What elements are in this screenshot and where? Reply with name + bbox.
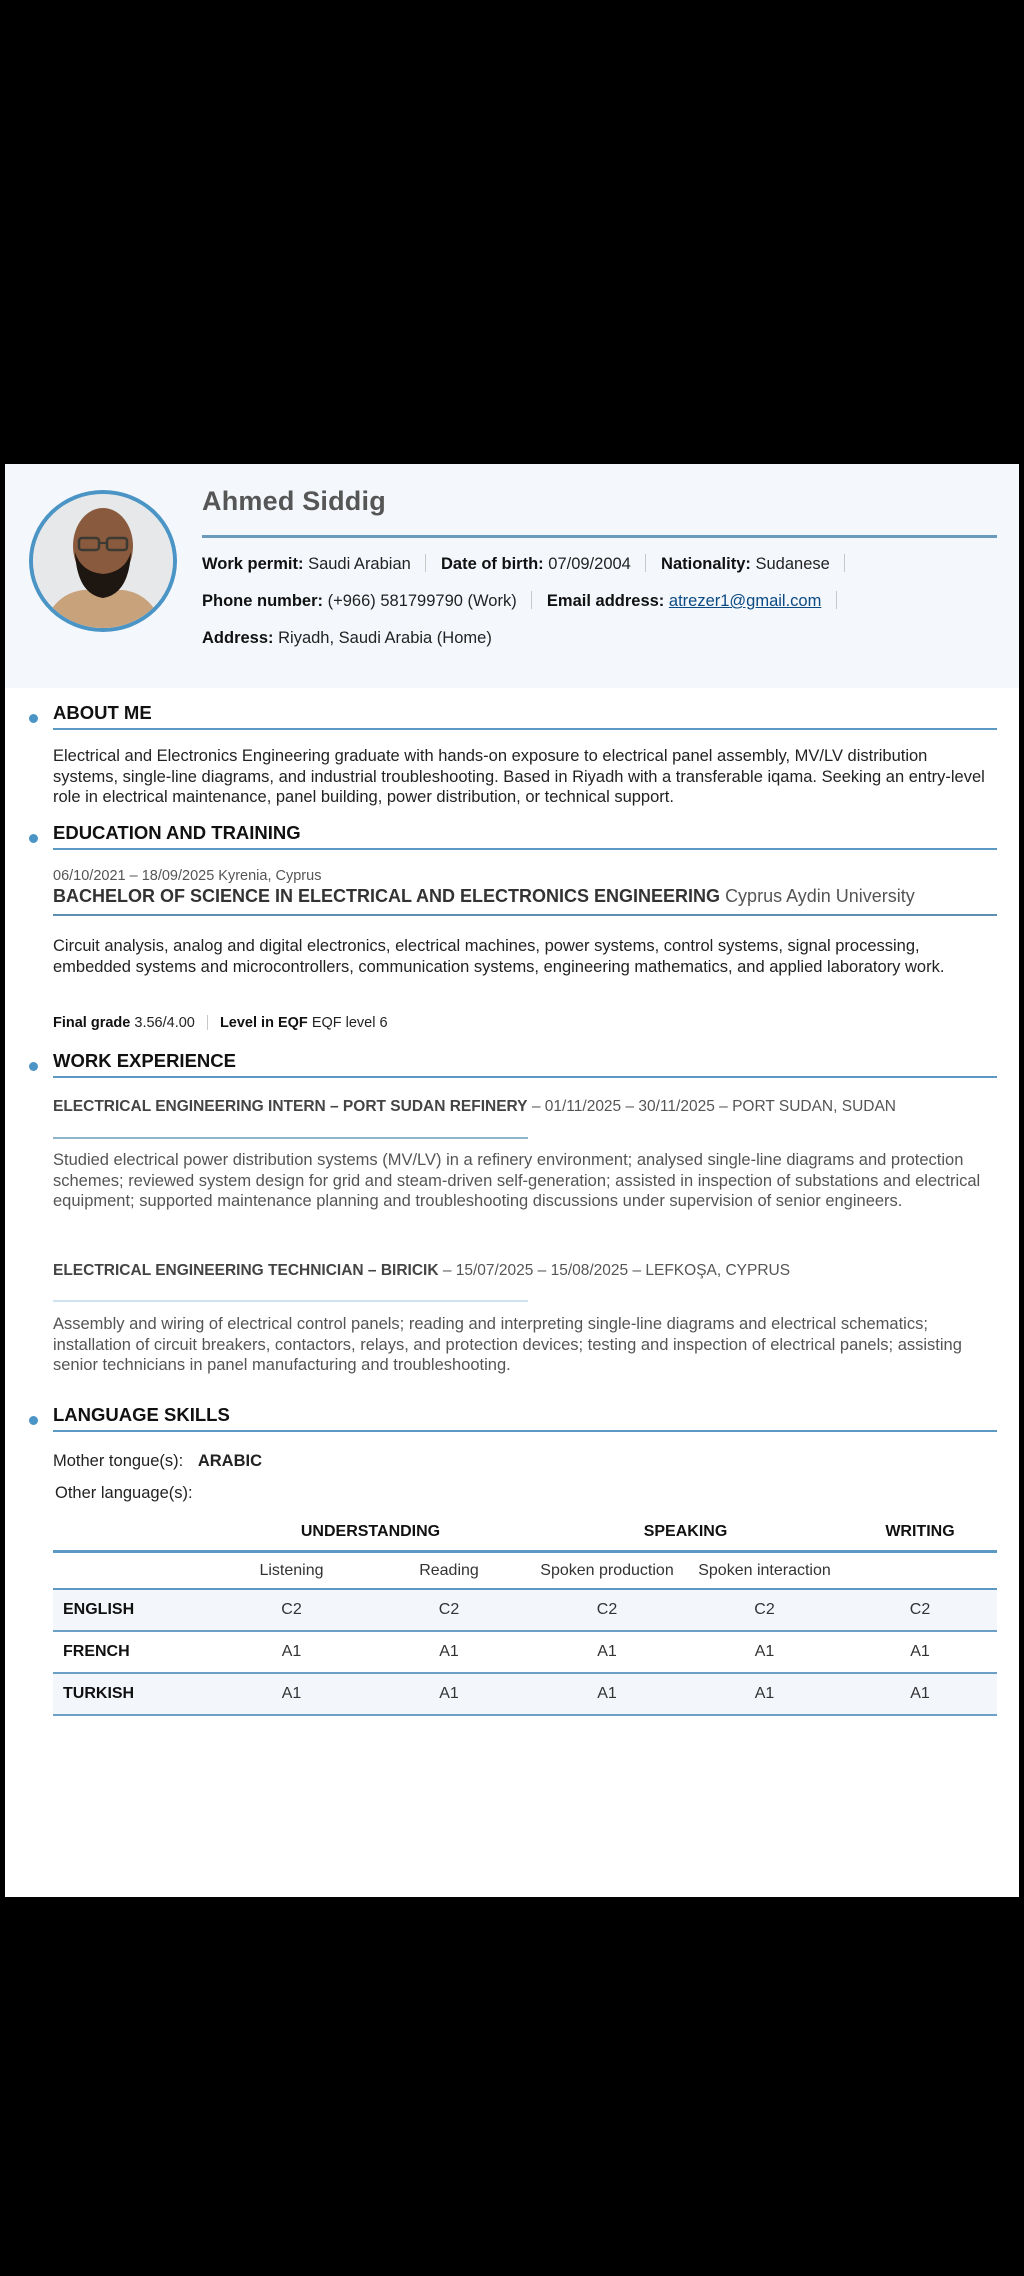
job-position: ELECTRICAL ENGINEERING TECHNICIAN – BIRICIK xyxy=(53,1262,439,1279)
separator xyxy=(207,1015,208,1030)
profile-photo xyxy=(29,490,177,632)
mother-tongue-label: Mother tongue(s): xyxy=(53,1452,184,1470)
separator xyxy=(425,554,426,572)
info-row-1 xyxy=(202,554,855,574)
dob-label: Date of birth: xyxy=(441,555,544,573)
job-description-2: Assembly and wiring of electrical control panels; reading and interpreting single-line diagrams and electrical schematics; installation of circuit breakers, contactors, relays, and protection devices; testing and inspection of electrical panels; assisting senior technicians in panel manufacturing and troubleshooting. xyxy=(53,1315,962,1374)
section-divider xyxy=(53,848,997,850)
section-divider xyxy=(53,1430,997,1432)
level-cell: A1 xyxy=(370,1673,528,1715)
email-label: Email address: xyxy=(546,592,665,610)
info-row-2 xyxy=(202,591,847,611)
job-description-1: Studied electrical power distribution systems (MV/LV) in a refinery environment; analysed single-line diagrams and protection schemes; reviewed system design for grid and steam-driven self-generation; assisted in inspection of substations and electrical equipment; supported maintenance planning and troubleshooting discussions under supervision of senior engineers. xyxy=(53,1151,981,1210)
language-name: TURKISH xyxy=(53,1673,213,1715)
language-group-header xyxy=(53,1514,997,1552)
cv-header xyxy=(5,464,1019,688)
language-subheader xyxy=(53,1552,997,1590)
info-row-3 xyxy=(202,629,492,648)
work-permit-label: Work permit: xyxy=(202,555,304,573)
job-meta: – 01/11/2025 – 30/11/2025 – PORT SUDAN, SUDAN xyxy=(527,1098,896,1115)
education-dates: 06/10/2021 – 18/09/2025 Kyrenia, Cyprus xyxy=(53,868,322,884)
language-name: FRENCH xyxy=(53,1631,213,1673)
about-text: Electrical and Electronics Engineering graduate with hands-on exposure to electrical panel assembly, MV/LV distribution systems, single-line diagrams, and industrial troubleshooting. Based in Riyadh with a transferable iqama. Seeking an entry-level role in electrical maintenance, panel building, power distribution, or technical support. xyxy=(53,747,985,806)
address-value: Riyadh, Saudi Arabia (Home) xyxy=(278,629,492,647)
address-label: Address: xyxy=(202,629,274,647)
profile-photo-image xyxy=(33,494,173,628)
level-cell: A1 xyxy=(843,1631,997,1673)
education-divider xyxy=(53,914,997,916)
level-cell: C2 xyxy=(370,1589,528,1631)
level-cell: A1 xyxy=(213,1673,370,1715)
level-cell: C2 xyxy=(213,1589,370,1631)
level-cell: A1 xyxy=(686,1631,843,1673)
subheader-spoken-interaction: Spoken interaction xyxy=(686,1552,843,1590)
section-divider xyxy=(53,728,997,730)
section-divider xyxy=(53,1076,997,1078)
empty-cell xyxy=(53,1514,213,1552)
degree-name: BACHELOR OF SCIENCE IN ELECTRICAL AND ELECTRONICS ENGINEERING xyxy=(53,886,721,906)
phone-value: (+966) 581799790 (Work) xyxy=(327,592,517,610)
level-cell: A1 xyxy=(686,1673,843,1715)
section-heading-education: EDUCATION AND TRAINING xyxy=(53,822,301,843)
section-bullet-icon xyxy=(29,714,38,723)
level-cell: A1 xyxy=(213,1631,370,1673)
section-bullet-icon xyxy=(29,1416,38,1425)
job-title-1 xyxy=(53,1098,896,1116)
language-name: ENGLISH xyxy=(53,1589,213,1631)
subheader-reading: Reading xyxy=(370,1552,528,1590)
language-row xyxy=(53,1589,997,1631)
institution-name: Cyprus Aydin University xyxy=(725,886,915,906)
language-row xyxy=(53,1673,997,1715)
separator xyxy=(836,591,837,609)
cv-page xyxy=(5,464,1019,1897)
eqf-label: Level in EQF xyxy=(219,1015,308,1031)
education-title xyxy=(53,886,915,907)
mother-tongue-value: ARABIC xyxy=(197,1452,262,1470)
job-meta: – 15/07/2025 – 15/08/2025 – LEFKOŞA, CYPRUS xyxy=(438,1262,791,1279)
dob-value: 07/09/2004 xyxy=(548,555,631,573)
name-divider xyxy=(202,535,997,538)
job-divider xyxy=(53,1300,528,1302)
eqf-value: EQF level 6 xyxy=(311,1015,388,1031)
subheader-listening: Listening xyxy=(213,1552,370,1590)
other-languages-label: Other language(s): xyxy=(55,1484,193,1502)
work-permit-value: Saudi Arabian xyxy=(308,555,411,573)
nationality-label: Nationality: xyxy=(661,555,751,573)
group-writing: WRITING xyxy=(843,1514,997,1552)
subheader-writing xyxy=(843,1552,997,1590)
email-link[interactable]: atrezer1@gmail.com xyxy=(668,592,822,610)
language-table xyxy=(53,1514,997,1716)
grade-value: 3.56/4.00 xyxy=(134,1015,195,1031)
level-cell: A1 xyxy=(528,1631,686,1673)
candidate-name: Ahmed Siddig xyxy=(202,486,386,516)
level-cell: C2 xyxy=(686,1589,843,1631)
nationality-value: Sudanese xyxy=(755,555,830,573)
level-cell: C2 xyxy=(843,1589,997,1631)
level-cell: A1 xyxy=(843,1673,997,1715)
job-title-2 xyxy=(53,1262,790,1280)
subheader-spoken-production: Spoken production xyxy=(528,1552,686,1590)
section-bullet-icon xyxy=(29,1062,38,1071)
section-bullet-icon xyxy=(29,834,38,843)
section-heading-about: ABOUT ME xyxy=(53,702,152,723)
separator xyxy=(844,554,845,572)
level-cell: C2 xyxy=(528,1589,686,1631)
job-position: ELECTRICAL ENGINEERING INTERN – PORT SUDAN REFINERY xyxy=(53,1098,528,1115)
grade-label: Final grade xyxy=(53,1015,131,1031)
education-description: Circuit analysis, analog and digital electronics, electrical machines, power systems, control systems, signal processing, embedded systems and microcontrollers, communication systems, engineering mathematics, and applied laboratory work. xyxy=(53,937,945,976)
mother-tongue-line xyxy=(53,1452,262,1471)
phone-label: Phone number: xyxy=(202,592,324,610)
empty-cell xyxy=(53,1552,213,1590)
education-grades xyxy=(53,1015,388,1031)
group-understanding: UNDERSTANDING xyxy=(213,1514,528,1552)
group-speaking: SPEAKING xyxy=(528,1514,843,1552)
language-row xyxy=(53,1631,997,1673)
section-heading-work: WORK EXPERIENCE xyxy=(53,1050,236,1071)
separator xyxy=(531,591,532,609)
level-cell: A1 xyxy=(370,1631,528,1673)
separator xyxy=(645,554,646,572)
job-divider xyxy=(53,1137,528,1139)
section-heading-languages: LANGUAGE SKILLS xyxy=(53,1404,230,1425)
level-cell: A1 xyxy=(528,1673,686,1715)
